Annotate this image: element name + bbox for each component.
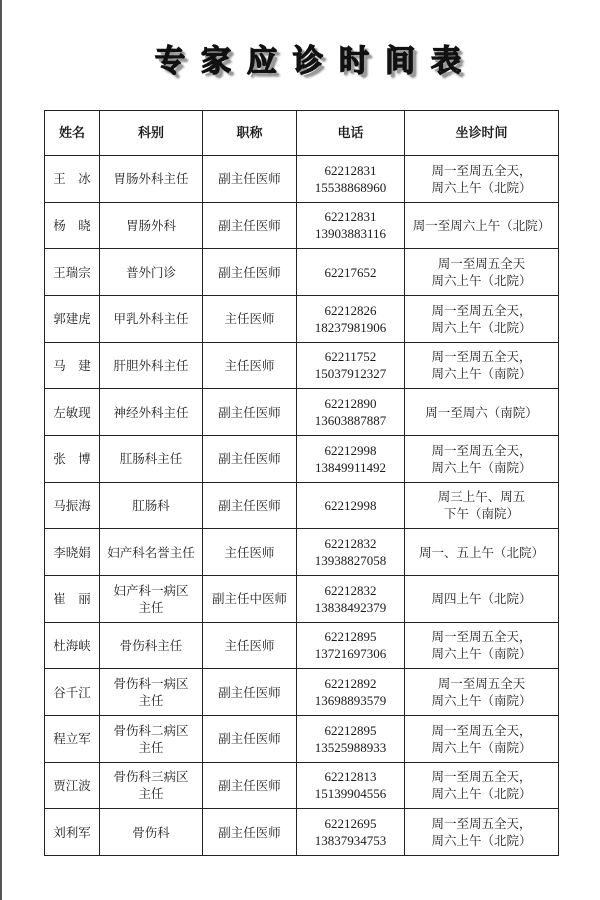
cell-dept: 肝胆外科主任: [100, 342, 203, 389]
table-header-row: [45, 111, 559, 156]
cell-tel: 62211752 15037912327: [297, 342, 405, 389]
cell-time: 周一至周五全天， 周六上午（南院）: [405, 715, 559, 762]
cell-time: 周三上午、周五 下午（南院）: [405, 482, 559, 529]
table-row: [45, 202, 559, 249]
cell-time: 周一、五上午（北院）: [405, 529, 559, 576]
cell-name: 郭建虎: [45, 295, 100, 342]
cell-title: 主任医师: [203, 622, 297, 669]
cell-title: 副主任医师: [203, 389, 297, 436]
cell-name: 张 博: [45, 435, 100, 482]
cell-name: 李晓娟: [45, 529, 100, 576]
cell-title: 主任医师: [203, 295, 297, 342]
table-row: [45, 762, 559, 809]
cell-time: 周一至周五全天， 周六上午（北院）: [405, 762, 559, 809]
cell-tel: 62212813 15139904556: [297, 762, 405, 809]
header-tel: 电话: [297, 111, 405, 156]
cell-tel: 62212695 13837934753: [297, 809, 405, 856]
cell-name: 刘利军: [45, 809, 100, 856]
cell-tel: 62212998 13849911492: [297, 435, 405, 482]
cell-tel: 62212890 13603887887: [297, 389, 405, 436]
cell-title: 副主任医师: [203, 809, 297, 856]
table-row: [45, 715, 559, 762]
cell-time: 周一至周六（南院）: [405, 389, 559, 436]
cell-title: 副主任中医师: [203, 575, 297, 622]
cell-dept: 甲乳外科主任: [100, 295, 203, 342]
cell-tel: 62212831 15538868960: [297, 156, 405, 203]
table-row: [45, 342, 559, 389]
cell-name: 程立军: [45, 715, 100, 762]
cell-dept: 神经外科主任: [100, 389, 203, 436]
cell-title: 副主任医师: [203, 202, 297, 249]
cell-name: 马 建: [45, 342, 100, 389]
table-row: [45, 669, 559, 716]
cell-tel: 62212832 13938827058: [297, 529, 405, 576]
cell-time: 周一至周五全天， 周六上午（南院）: [405, 342, 559, 389]
cell-name: 王 冰: [45, 156, 100, 203]
cell-title: 副主任医师: [203, 435, 297, 482]
cell-tel: 62217652: [297, 249, 405, 296]
table-row: [45, 529, 559, 576]
cell-time: 周一至周五全天， 周六上午（南院）: [405, 435, 559, 482]
cell-dept: 普外门诊: [100, 249, 203, 296]
cell-tel: 62212998: [297, 482, 405, 529]
cell-name: 王瑞宗: [45, 249, 100, 296]
table-row: [45, 295, 559, 342]
table-row: [45, 622, 559, 669]
cell-name: 崔 丽: [45, 575, 100, 622]
cell-time: 周四上午（北院）: [405, 575, 559, 622]
cell-tel: 62212826 18237981906: [297, 295, 405, 342]
cell-title: 主任医师: [203, 529, 297, 576]
header-time: 坐诊时间: [405, 111, 559, 156]
cell-dept: 妇产科名誉主任: [100, 529, 203, 576]
cell-time: 周一至周五全天， 周六上午（北院）: [405, 809, 559, 856]
schedule-table: [44, 110, 559, 856]
table-row: [45, 482, 559, 529]
cell-tel: 62212831 13903883116: [297, 202, 405, 249]
table-row: [45, 575, 559, 622]
cell-dept: 骨伤科一病区 主任: [100, 669, 203, 716]
cell-title: 副主任医师: [203, 249, 297, 296]
table-row: [45, 249, 559, 296]
cell-dept: 骨伤科主任: [100, 622, 203, 669]
table-row: [45, 435, 559, 482]
cell-time: 周一至周五全天， 周六上午（北院）: [405, 295, 559, 342]
cell-title: 副主任医师: [203, 156, 297, 203]
cell-title: 主任医师: [203, 342, 297, 389]
cell-dept: 骨伤科三病区 主任: [100, 762, 203, 809]
cell-title: 副主任医师: [203, 715, 297, 762]
cell-tel: 62212832 13838492379: [297, 575, 405, 622]
cell-dept: 肛肠科: [100, 482, 203, 529]
table-row: [45, 809, 559, 856]
header-dept: 科别: [100, 111, 203, 156]
table-row: [45, 389, 559, 436]
cell-title: 副主任医师: [203, 669, 297, 716]
cell-dept: 胃肠外科: [100, 202, 203, 249]
cell-time: 周一至周六上午（北院）: [405, 202, 559, 249]
cell-time: 周一至周五全天 周六上午（南院）: [405, 669, 559, 716]
table-row: [45, 156, 559, 203]
page-title: 专家应诊时间表: [155, 44, 477, 79]
cell-time: 周一至周五全天， 周六上午（北院）: [405, 156, 559, 203]
cell-time: 周一至周五全天， 周六上午（南院）: [405, 622, 559, 669]
header-title: 职称: [203, 111, 297, 156]
cell-title: 副主任医师: [203, 482, 297, 529]
cell-dept: 肛肠科主任: [100, 435, 203, 482]
cell-tel: 62212895 13525988933: [297, 715, 405, 762]
cell-name: 左敏现: [45, 389, 100, 436]
page-left-border: [0, 0, 2, 900]
cell-time: 周一至周五全天 周六上午（北院）: [405, 249, 559, 296]
cell-dept: 骨伤科: [100, 809, 203, 856]
header-name: 姓名: [45, 111, 100, 156]
cell-dept: 骨伤科二病区 主任: [100, 715, 203, 762]
cell-name: 贾江波: [45, 762, 100, 809]
cell-dept: 胃肠外科主任: [100, 156, 203, 203]
cell-title: 副主任医师: [203, 762, 297, 809]
cell-name: 马振海: [45, 482, 100, 529]
cell-tel: 62212895 13721697306: [297, 622, 405, 669]
cell-dept: 妇产科一病区 主任: [100, 575, 203, 622]
cell-name: 杜海峡: [45, 622, 100, 669]
cell-name: 谷千江: [45, 669, 100, 716]
cell-name: 杨 晓: [45, 202, 100, 249]
cell-tel: 62212892 13698893579: [297, 669, 405, 716]
